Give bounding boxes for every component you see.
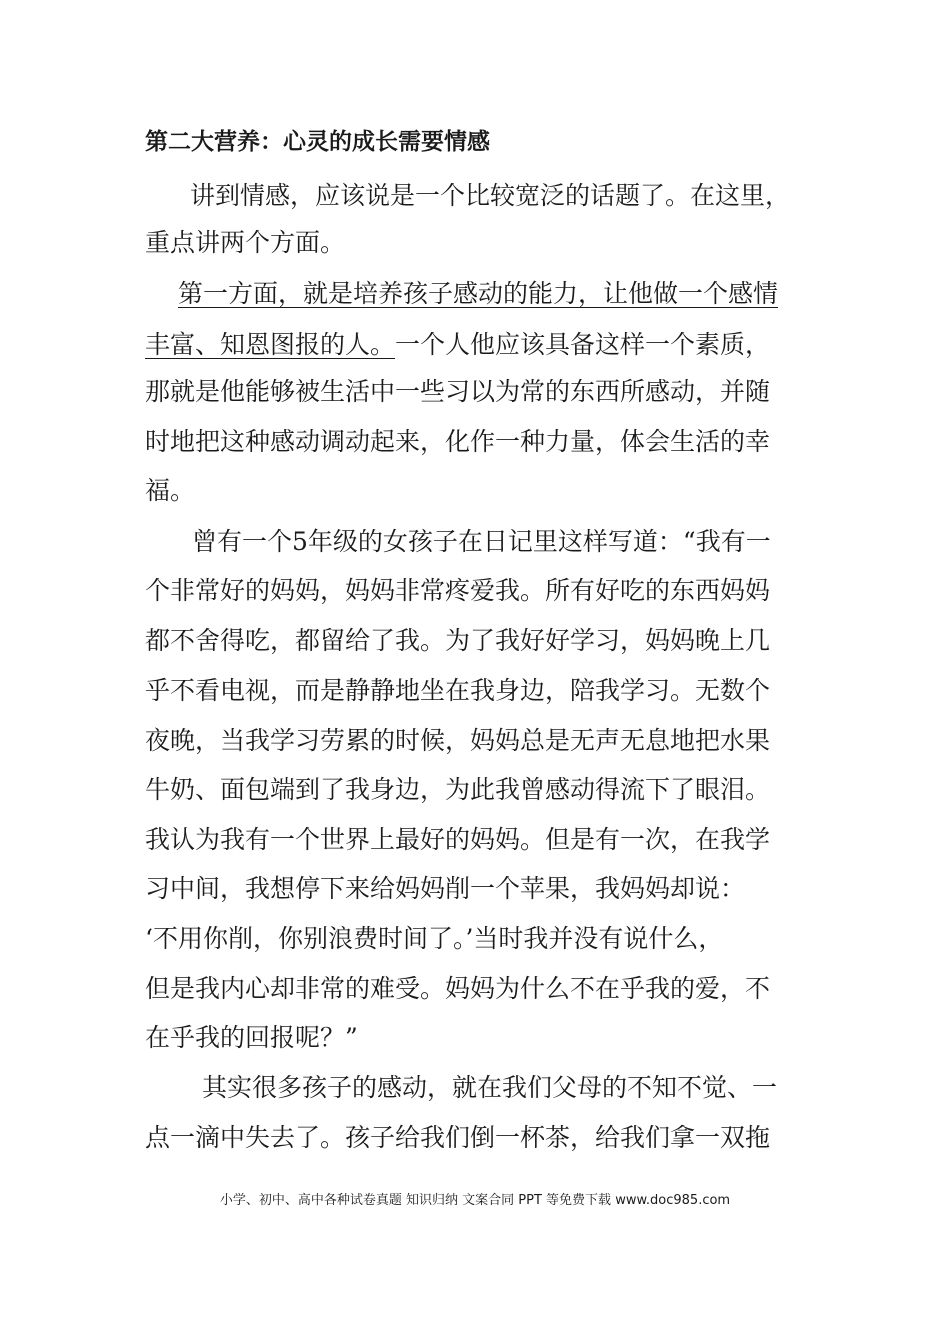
page-footer: 小学、初中、高中各种试卷真题 知识归纳 文案合同 PPT 等免费下载 www.doc985.com: [219, 1193, 731, 1208]
text-line-8: 曾有一个5年级的女孩子在日记里这样写道：“我有一: [192, 527, 771, 556]
text-line-2: 重点讲两个方面。: [145, 228, 346, 257]
text-line-11: 乎不看电视，而是静静地坐在我身边，陪我学习。无数个: [145, 676, 771, 705]
text-line-18: 在乎我的回报呢？”: [145, 1023, 358, 1052]
underlined-text-fragment: 丰富、知恩图报的人。: [145, 330, 396, 359]
text-line-7: 福。: [145, 476, 196, 505]
text-line-12: 夜晚，当我学习劳累的时候，妈妈总是无声无息地把水果: [145, 726, 771, 755]
text-line-5: 那就是他能够被生活中一些习以为常的东西所感动，并随: [145, 377, 771, 406]
text-line-6: 时地把这种感动调动起来，化作一种力量，体会生活的幸: [145, 427, 771, 456]
text-line-13: 牛奶、面包端到了我身边，为此我曾感动得流下了眼泪。: [145, 775, 771, 804]
text-line-1: 讲到情感，应该说是一个比较宽泛的话题了。在这里，: [190, 181, 791, 210]
text-line-15: 习中间，我想停下来给妈妈削一个苹果，我妈妈却说：: [145, 874, 746, 903]
text-line-16: ‘不用你削，你别浪费时间了。’当时我并没有说什么，: [145, 924, 724, 953]
text-fragment: 一个人他应该具备这样一个素质，: [395, 330, 771, 359]
text-line-17: 但是我内心却非常的难受。妈妈为什么不在乎我的爱，不: [145, 974, 771, 1003]
text-line-19: 其实很多孩子的感动，就在我们父母的不知不觉、一: [202, 1073, 778, 1102]
section-heading: 第二大营养：心灵的成长需要情感: [145, 129, 490, 155]
text-line-14: 我认为我有一个世界上最好的妈妈。但是有一次，在我学: [145, 825, 771, 854]
text-line-9: 个非常好的妈妈，妈妈非常疼爱我。所有好吃的东西妈妈: [145, 576, 771, 605]
text-line-10: 都不舍得吃，都留给了我。为了我好好学习，妈妈晚上几: [145, 626, 771, 655]
text-line-4: [145, 325, 770, 365]
text-line-20: 点一滴中失去了。孩子给我们倒一杯茶，给我们拿一双拖: [145, 1123, 771, 1152]
underlined-text-line-3: 第一方面，就是培养孩子感动的能力，让他做一个感情: [178, 279, 779, 308]
